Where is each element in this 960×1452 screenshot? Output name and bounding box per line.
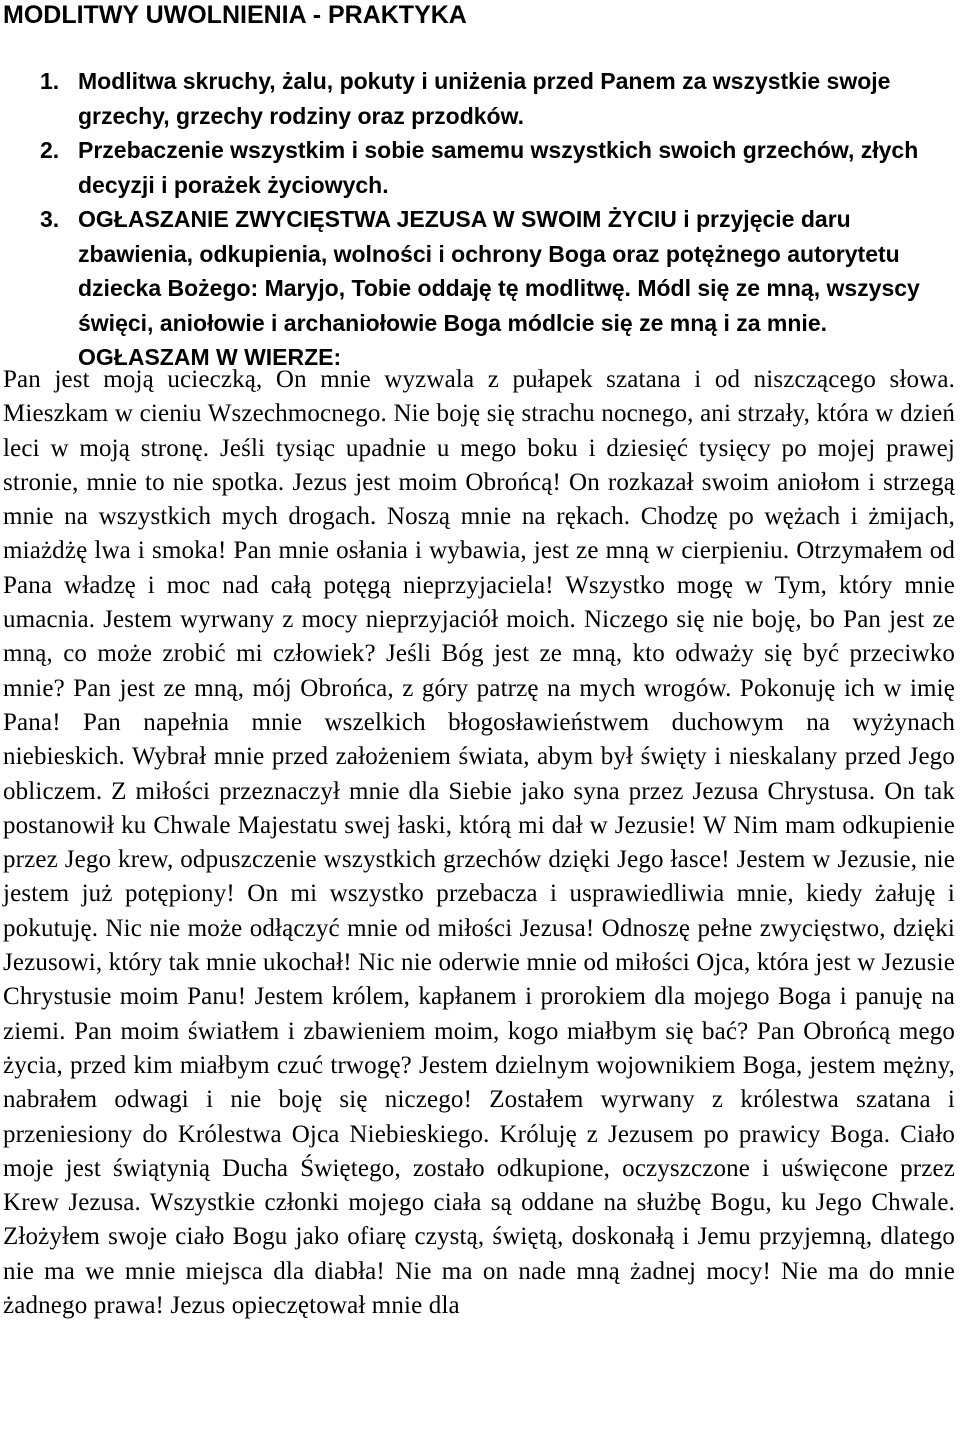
list-item-number: 1. [40,68,60,94]
list-item-text: OGŁASZANIE ZWYCIĘSTWA JEZUSA W SWOIM ŻYCIU i przyjęcie daru zbawienia, odkupienia, wolności i ochrony Boga oraz potężnego autorytetu dziecka Bożego: Maryjo, Tobie oddaję tę modlitwę. Módl się ze mną, wszyscy święci, aniołowie i archaniołowie Boga módlcie się ze mną i za mnie. OGŁASZAM W WIERZE: [78,206,920,370]
list-item-number: 2. [40,137,60,163]
list-item [40,64,956,133]
prayer-text: Pan jest moją ucieczką, On mnie wyzwala z pułapek szatana i od niszczącego słowa. Mieszkam w cieniu Wszechmocnego. Nie boję się strachu nocnego, ani strzały, która w dzień leci w moją stronę. Jeśli tysiąc upadnie u mego boku i dziesięć tysięcy po mojej prawej stronie, mnie to nie spotka. Jezus jest moim Obrońcą! On rozkazał swoim aniołom i strzegą mnie na wszystkich mych drogach. Noszą mnie na rękach. Chodzę po wężach i żmijach, miażdżę lwa i smoka! Pan mnie osłania i wybawia, jest ze mną w cierpieniu. Otrzymałem od Pana władzę i moc nad całą potęgą nieprzyjaciela! Wszystko mogę w Tym, który mnie umacnia. Jestem wyrwany z mocy nieprzyjaciół moich. Niczego się nie boję, bo Pan jest ze mną, co może zrobić mi człowiek? Jeśli Bóg jest ze mną, kto odważy się być przeciwko mnie? Pan jest ze mną, mój Obrońca, z góry patrzę na mych wrogów. Pokonuję ich w imię Pana! Pan napełnia mnie wszelkich błogosławieństwem duchowym na wyżynach niebieskich. Wybrał mnie przed założeniem świata, abym był święty i nieskalany przed Jego obliczem. Z miłości przeznaczył mnie dla Siebie jako syna przez Jezusa Chrystusa. On tak postanowił ku Chwale Majestatu swej łaski, którą mi dał w Jezusie! W Nim mam odkupienie przez Jego krew, odpuszczenie wszystkich grzechów dzięki Jego łasce! Jestem w Jezusie, nie jestem już potępiony! On mi wszystko przebacza i usprawiedliwia mnie, kiedy żałuję i pokutuję. Nic nie może odłączyć mnie od miłości Jezusa! Odnoszę pełne zwycięstwo, dzięki Jezusowi, który tak mnie ukochał! Nic nie oderwie mnie od miłości Ojca, która jest w Jezusie Chrystusie moim Panu! Jestem królem, kapłanem i prorokiem dla mojego Boga i panuję na ziemi. Pan moim światłem i zbawieniem moim, kogo miałbym się bać? Pan Obrońcą mego życia, przed kim miałbym czuć trwogę? Jestem dzielnym wojownikiem Boga, jestem mężny, nabrałem odwagi i nie boję się niczego! Zostałem wyrwany z królestwa szatana i przeniesiony do Królestwa Ojca Niebieskiego. Króluję z Jezusem po prawicy Boga. Ciało moje jest świątynią Ducha Świętego, zostało odkupione, oczyszczone i uświęcone przez Krew Jezusa. Wszystkie członki mojego ciała są oddane na służbę Bogu, ku Jego Chwale. Złożyłem swoje ciało Bogu jako ofiarę czystą, świętą, doskonałą i Jemu przyjemną, dlatego nie ma we mnie miejsca dla diabła! Nie ma on nade mną żadnej mocy! Nie ma do mnie żadnego prawa! Jezus opieczętował mnie dla [3,366,955,1320]
list-item-text: Przebaczenie wszystkim i sobie samemu wszystkich swoich grzechów, złych decyzji i porażek życiowych. [78,137,919,198]
document-title: MODLITWY UWOLNIENIA - PRAKTYKA [3,1,467,29]
list-item-number: 3. [40,206,60,232]
prayer-steps-list [40,64,956,375]
list-item [40,202,956,375]
list-item [40,133,956,202]
list-item-text: Modlitwa skruchy, żalu, pokuty i uniżenia przed Panem za wszystkie swoje grzechy, grzechy rodziny oraz przodków. [78,68,891,129]
